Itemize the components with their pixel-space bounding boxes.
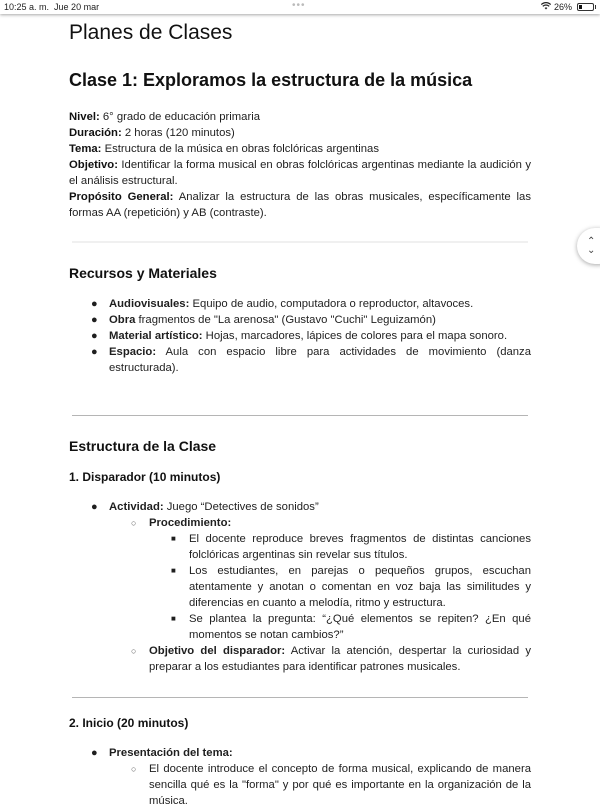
meta-topic: Tema: Estructura de la música en obras folclóricas argentinas [69,143,379,155]
document-title: Planes de Clases [69,21,233,44]
divider [72,697,528,698]
class-metadata [69,109,531,221]
list-item: ■ Se plantea la pregunta: “¿Qué elementos se repiten? ¿En qué momentos se notan cambios?” [171,613,531,641]
class-heading: Clase 1: Exploramos la estructura de la música [69,70,473,90]
section2-heading: 2. Inicio (20 minutos) [69,716,189,730]
chevron-up-icon: ⌃ [587,236,596,247]
list-item: ● Material artístico: Hojas, marcadores, lápices de colores para el mapa sonoro. [91,330,508,342]
list-item: ■ Los estudiantes, en parejas o pequeños grupos, escuchan atentamente y anotan o comentan en voz baja las similitudes y diferencias en cuanto a melodía, ritmo y estructura. [171,565,531,609]
meta-level: Nivel: 6° grado de educación primaria [69,111,261,123]
meta-purpose: Propósito General: Analizar la estructura de las obras musicales, específicamente las formas AA (repetición) y AB (contraste). [69,191,531,219]
bullet-disc-icon: ● [91,501,98,513]
list-item: ● Espacio: Aula con espacio libre para actividades de movimiento (danza estructurada). [91,346,531,374]
list-item: ● Obra fragmentos de "La arenosa" (Gustavo "Cuchi" Leguizamón) [91,314,436,326]
battery-icon [577,3,594,11]
meta-objective: Objetivo: Identificar la forma musical en obras folclóricas argentinas mediante la audición y el análisis estructural. [69,159,531,187]
section2-list [69,745,531,809]
divider [72,415,528,416]
bullet-circle-icon: ○ [131,764,137,774]
scroll-handle[interactable] [577,228,600,264]
multitasking-dots[interactable]: ••• [292,0,306,11]
divider [72,241,528,243]
list-item: ○ El docente introduce el concepto de forma musical, explicando de manera sencilla qué es la "forma" y por qué es importante en la organización de la música. [131,763,531,807]
bullet-disc-icon: ● [91,346,98,358]
bullet-circle-icon: ○ [131,518,137,528]
list-item: ○ Procedimiento: [131,517,232,529]
bullet-square-icon: ■ [171,534,176,543]
bullet-square-icon: ■ [171,566,176,575]
bullet-disc-icon: ● [91,747,98,759]
section1-heading: 1. Disparador (10 minutos) [69,470,221,484]
bullet-circle-icon: ○ [131,646,137,656]
status-bar [0,0,600,14]
resources-list [69,296,531,376]
battery-percent: 26% [553,2,572,12]
wifi-icon [541,2,551,12]
status-time: 10:25 a. m. Jue 20 mar [4,2,100,12]
resources-heading: Recursos y Materiales [69,265,217,281]
list-item: ■ El docente reproduce breves fragmentos de distintas canciones folclóricas argentinas sin revelar sus títulos. [171,533,531,561]
structure-heading: Estructura de la Clase [69,438,217,454]
status-right [541,2,594,12]
list-item: ● Actividad: Juego “Detectives de sonidos” [91,501,319,513]
bullet-disc-icon: ● [91,298,98,310]
section1-list [69,499,531,675]
bullet-disc-icon: ● [91,314,98,326]
meta-duration: Duración: 2 horas (120 minutos) [69,127,235,139]
bullet-square-icon: ■ [171,614,176,623]
chevron-down-icon: ⌄ [587,245,596,256]
bullet-disc-icon: ● [91,330,98,342]
list-item: ● Audiovisuales: Equipo de audio, computadora o reproductor, altavoces. [91,298,474,310]
list-item: ● Presentación del tema: [91,747,233,759]
list-item: ○ Objetivo del disparador: Activar la atención, despertar la curiosidad y preparar a los estudiantes para identificar patrones musicales. [131,645,531,673]
